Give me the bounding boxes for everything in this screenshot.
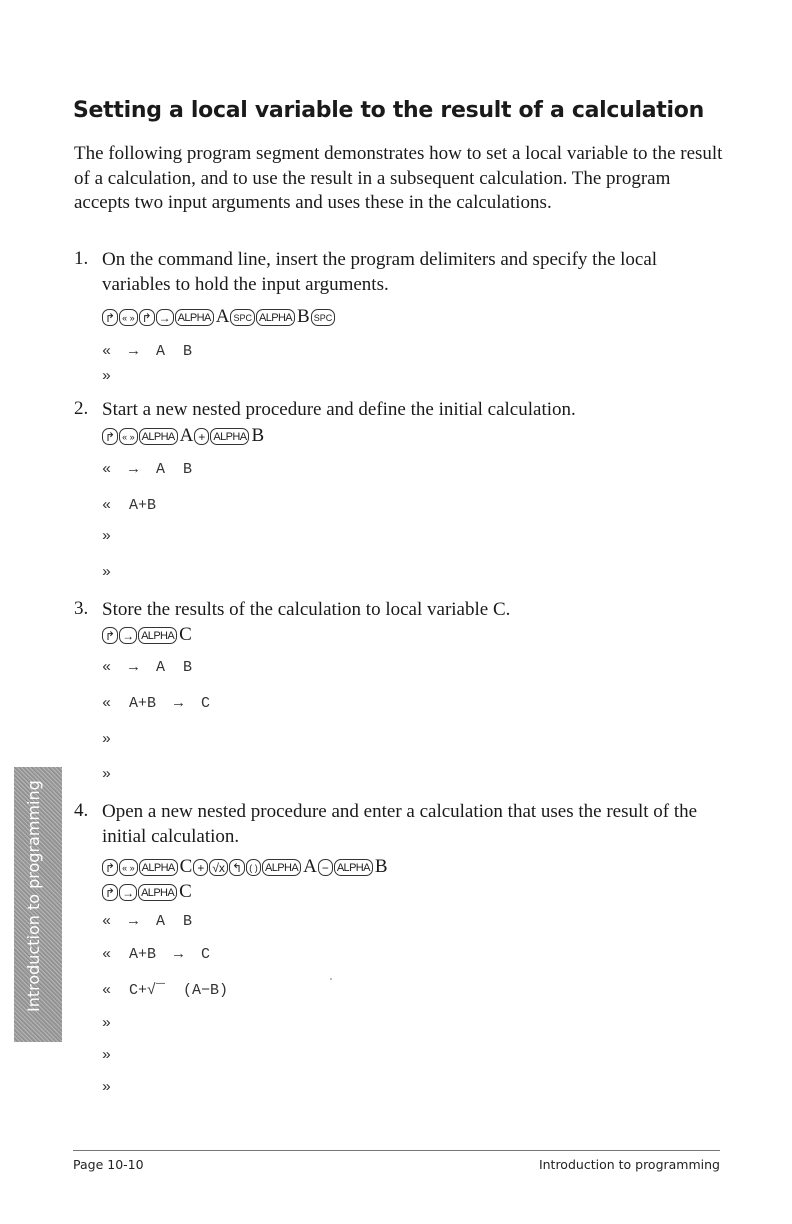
space-key-icon: SPC <box>230 309 255 326</box>
code-line: « A+B <box>102 497 157 514</box>
keystroke-letter: B <box>251 425 265 446</box>
keystroke-letter: C <box>179 624 192 645</box>
plus-key-icon: + <box>194 428 209 445</box>
footer-divider <box>73 1150 720 1151</box>
space-key-icon: SPC <box>311 309 336 326</box>
keystroke-letter: A <box>179 425 194 446</box>
code-line: « A+B → C <box>102 946 211 963</box>
arrow-key-icon: → <box>119 884 137 901</box>
program-delimiters-key-icon: « » <box>119 859 138 876</box>
plus-key-icon: + <box>193 859 208 876</box>
page-number: Page 10-10 <box>73 1157 144 1172</box>
footer-chapter-title: Introduction to programming <box>538 1157 720 1172</box>
square-root-key-icon: √x <box>209 859 228 876</box>
step-text: Store the results of the calculation to local variable C. <box>102 599 511 620</box>
code-line: » <box>102 368 112 385</box>
alpha-key-icon: ALPHA <box>175 309 214 326</box>
left-shift-icon: ↰ <box>229 859 245 876</box>
arrow-key-icon: → <box>156 309 174 326</box>
step-number: 2. <box>74 398 89 419</box>
code-line: » <box>102 1015 112 1032</box>
step-number: 4. <box>74 800 89 821</box>
keystroke-letter: C <box>179 881 192 902</box>
step-text: On the command line, insert the program delimiters and specify the local variables to hold the input arguments. <box>102 249 658 295</box>
code-line: « → A B <box>102 461 193 478</box>
right-shift-icon: ↱ <box>102 884 118 901</box>
scan-speck <box>330 978 332 980</box>
keystroke-letter: A <box>303 856 317 877</box>
code-line: » <box>102 1079 112 1096</box>
step-text: Open a new nested procedure and enter a calculation that uses the result of the initial calculation. <box>102 801 698 847</box>
right-shift-icon: ↱ <box>102 627 118 644</box>
step-text: Start a new nested procedure and define the initial calculation. <box>102 399 576 420</box>
arrow-key-icon: → <box>119 627 137 644</box>
right-shift-icon: ↱ <box>102 428 118 445</box>
code-line: » <box>102 1047 112 1064</box>
chapter-side-tab-label: Introduction to programming <box>24 780 43 1012</box>
keystroke-sequence-line-2 <box>102 881 193 903</box>
code-line: » <box>102 731 112 748</box>
minus-key-icon: − <box>318 859 333 876</box>
program-delimiters-key-icon: « » <box>119 428 138 445</box>
section-title: Setting a local variable to the result of a calculation <box>73 98 704 123</box>
keystroke-letter: B <box>297 306 310 327</box>
step-number: 3. <box>74 598 89 619</box>
alpha-key-icon: ALPHA <box>210 428 249 445</box>
code-line: » <box>102 564 112 581</box>
code-line: « A+B → C <box>102 695 211 712</box>
parentheses-key-icon: ( ) <box>246 859 261 876</box>
keystroke-letter: C <box>179 856 193 877</box>
alpha-key-icon: ALPHA <box>138 884 177 901</box>
right-shift-icon: ↱ <box>102 859 118 876</box>
alpha-key-icon: ALPHA <box>262 859 301 876</box>
code-line: » <box>102 528 112 545</box>
keystroke-letter: B <box>374 856 388 877</box>
keystroke-sequence <box>102 306 336 328</box>
code-line: » <box>102 766 112 783</box>
intro-paragraph: The following program segment demonstrates how to set a local variable to the result of a calculation, and to use the result in a subsequent calculation. The program accepts two input arguments and uses these in the calculations. <box>74 143 723 213</box>
right-shift-icon: ↱ <box>102 309 118 326</box>
code-line: « C+√‾ (A−B) <box>102 982 229 999</box>
code-line: « → A B <box>102 659 193 676</box>
code-line: « → A B <box>102 913 193 930</box>
alpha-key-icon: ALPHA <box>138 627 177 644</box>
keystroke-sequence <box>102 624 193 646</box>
keystroke-sequence <box>102 425 265 447</box>
alpha-key-icon: ALPHA <box>139 428 178 445</box>
step-number: 1. <box>74 248 89 269</box>
keystroke-sequence <box>102 856 389 878</box>
keystroke-letter: A <box>215 306 230 327</box>
alpha-key-icon: ALPHA <box>256 309 295 326</box>
alpha-key-icon: ALPHA <box>139 859 178 876</box>
program-delimiters-key-icon: « » <box>119 309 138 326</box>
alpha-key-icon: ALPHA <box>334 859 373 876</box>
code-line: « → A B <box>102 343 193 360</box>
right-shift-icon: ↱ <box>139 309 155 326</box>
